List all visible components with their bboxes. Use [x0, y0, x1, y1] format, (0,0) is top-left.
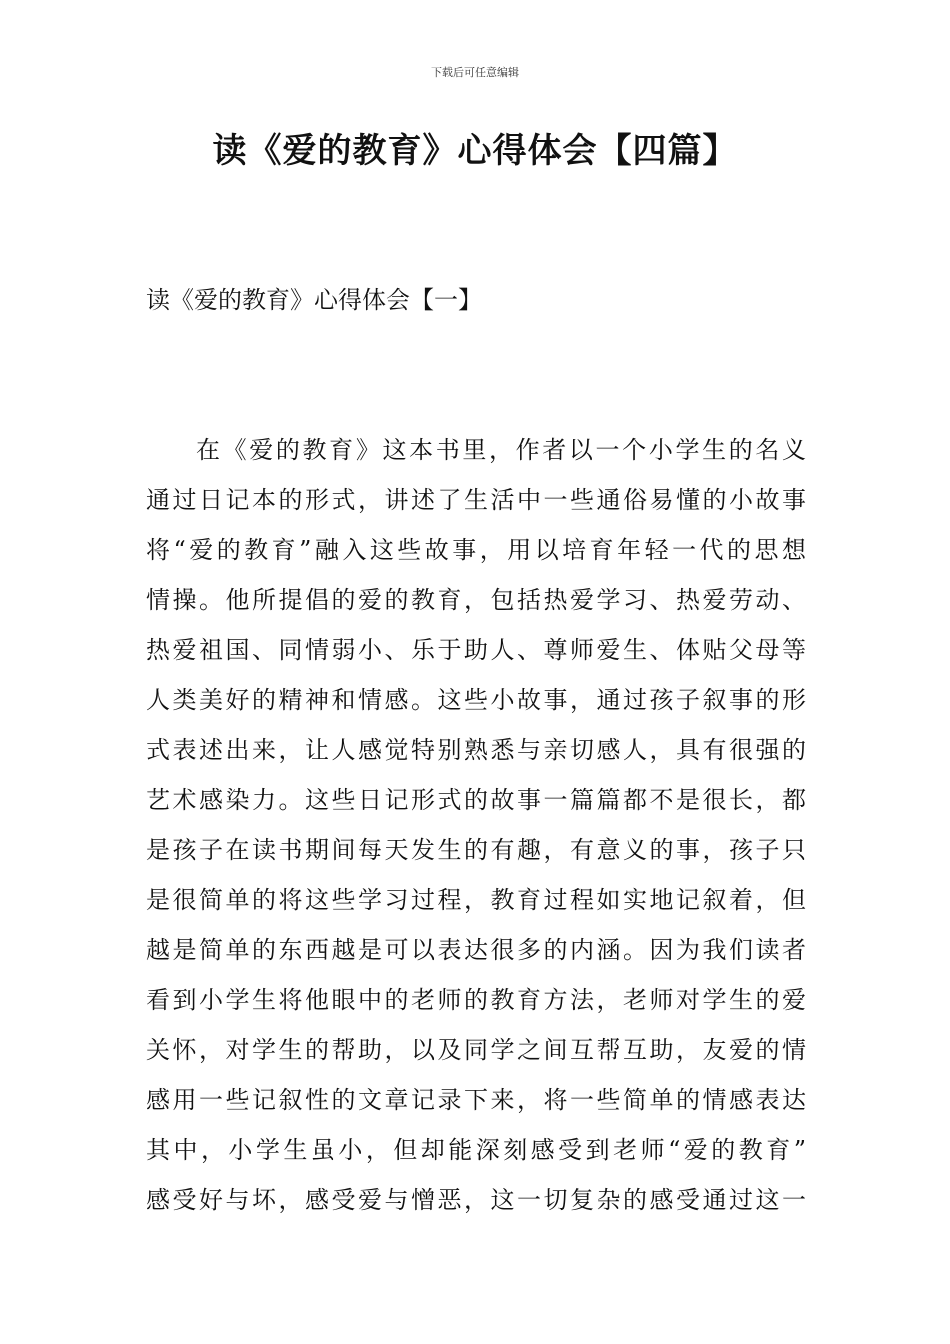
- paragraph-line: 通过日记本的形式，讲述了生活中一些通俗易懂的小故事: [146, 486, 806, 514]
- paragraph-line: 情操。他所提倡的爱的教育，包括热爱学习、热爱劳动、: [146, 586, 806, 614]
- paragraph-line: 是很简单的将这些学习过程，教育过程如实地记叙着，但: [146, 886, 806, 914]
- paragraph-line: 看到小学生将他眼中的老师的教育方法，老师对学生的爱: [146, 986, 806, 1014]
- paragraph-line: 是孩子在读书期间每天发生的有趣，有意义的事，孩子只: [146, 836, 806, 864]
- paragraph-line: 热爱祖国、同情弱小、乐于助人、尊师爱生、体贴父母等: [146, 636, 806, 664]
- document-title: 读《爱的教育》心得体会【四篇】: [212, 131, 738, 171]
- paragraph-line: 越是简单的东西越是可以表达很多的内涵。因为我们读者: [146, 936, 806, 964]
- paragraph-line: 其中，小学生虽小，但却能深刻感受到老师“爱的教育”: [146, 1136, 806, 1164]
- paragraph-line: 感受好与坏，感受爱与憎恶，这一切复杂的感受通过这一: [146, 1186, 806, 1214]
- section-heading: 读《爱的教育》心得体会【一】: [146, 286, 482, 314]
- paragraph-line: 艺术感染力。这些日记形式的故事一篇篇都不是很长，都: [146, 786, 806, 814]
- paragraph-line: 人类美好的精神和情感。这些小故事，通过孩子叙事的形: [146, 686, 806, 714]
- paragraph-line: 关怀，对学生的帮助，以及同学之间互帮互助，友爱的情: [146, 1036, 806, 1064]
- paragraph-line: 式表述出来，让人感觉特别熟悉与亲切感人，具有很强的: [146, 736, 806, 764]
- paragraph-line: 将“爱的教育”融入这些故事，用以培育年轻一代的思想: [146, 536, 806, 564]
- paragraph-line: 感用一些记叙性的文章记录下来，将一些简单的情感表达: [146, 1086, 806, 1114]
- body-paragraph: [146, 425, 806, 1225]
- paragraph-line: 在《爱的教育》这本书里，作者以一个小学生的名义: [196, 436, 806, 464]
- header-note: 下载后可任意编辑: [431, 66, 519, 79]
